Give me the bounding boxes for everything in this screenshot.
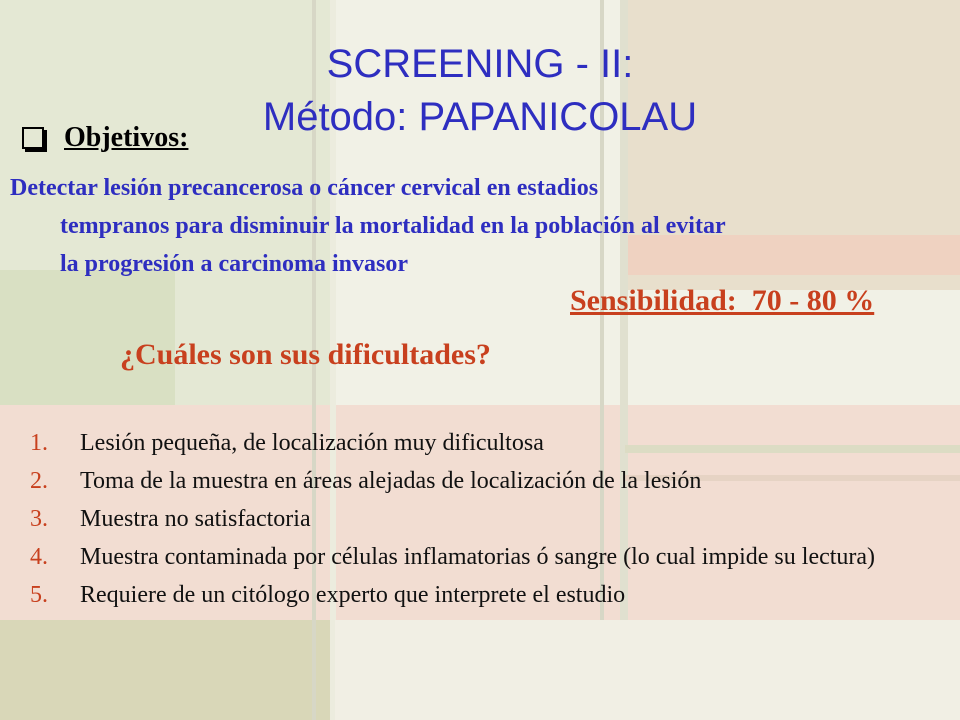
list-item	[30, 462, 930, 500]
list-item-text: Toma de la muestra en áreas alejadas de localización de la lesión	[80, 468, 702, 494]
list-item-number: 1.	[30, 430, 48, 456]
list-item	[30, 538, 930, 576]
objectives-heading	[14, 122, 188, 154]
difficulties-question: ¿Cuáles son sus dificultades?	[120, 338, 491, 371]
objectives-line3: la progresión a carcinoma invasor	[60, 251, 408, 277]
list-item	[30, 424, 930, 462]
difficulties-list	[30, 424, 930, 614]
slide-title-line1: SCREENING - II:	[326, 42, 634, 86]
objectives-label: Objetivos:	[64, 122, 189, 153]
list-item	[30, 576, 930, 614]
list-item	[30, 500, 930, 538]
list-item-number: 2.	[30, 468, 48, 494]
objectives-description	[10, 169, 950, 283]
list-item-text: Muestra contaminada por células inflamatorias ó sangre (lo cual impide su lectura)	[80, 544, 876, 570]
objectives-line1: Detectar lesión precancerosa o cáncer cervical en estadios	[10, 175, 599, 201]
slide-title-line2: Método: PAPANICOLAU	[262, 95, 698, 139]
list-item-text: Lesión pequeña, de localización muy dificultosa	[80, 430, 544, 456]
checkbox-bullet-icon	[22, 127, 44, 149]
list-item-number: 3.	[30, 506, 48, 532]
bg-tan-block	[0, 620, 330, 720]
bg-bottom-strip	[335, 620, 960, 720]
sensitivity-text: Sensibilidad: 70 - 80 %	[570, 284, 875, 317]
list-item-number: 5.	[30, 582, 48, 608]
objectives-line2: tempranos para disminuir la mortalidad en la población al evitar	[60, 213, 726, 239]
list-item-number: 4.	[30, 544, 48, 570]
list-item-text: Muestra no satisfactoria	[80, 506, 311, 532]
list-item-text: Requiere de un citólogo experto que interprete el estudio	[80, 582, 626, 608]
